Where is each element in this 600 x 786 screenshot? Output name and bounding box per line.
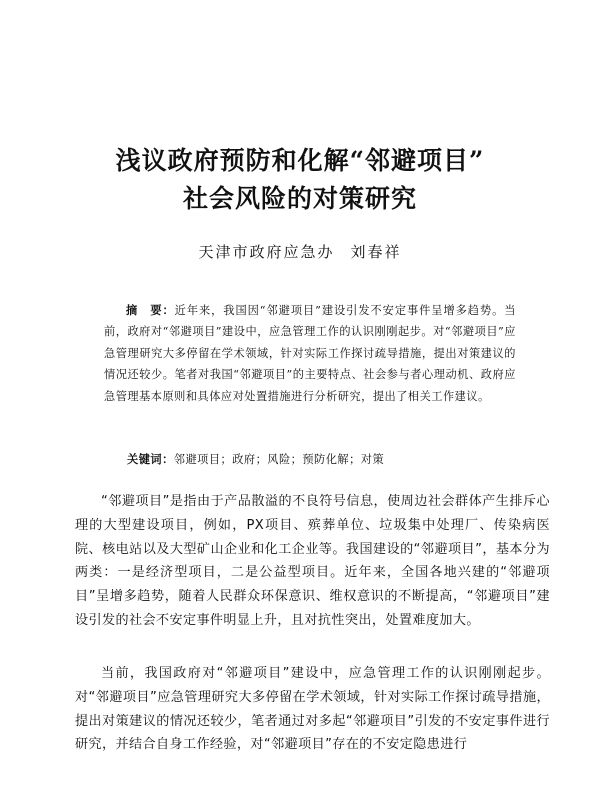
- body-paragraph-1: “邻避项目”是指由于产品散溢的不良符号信息，使周边社会群体产生排斥心理的大型建设项目，例如，PX项目、殡葬单位、垃圾集中处理厂、传染病医院、核电站以及大型矿山企业和化工企业等。我国建设的“邻避项目”，基本分为两类：一是经济型项目，二是公益型项目。近年来，全国各地兴建的“邻避项目”呈增多趋势，随着人民群众环保意识、维权意识的不断提高，“邻避项目”建设引发的社会不安定事件明显上升，且对抗性突出，处置难度加大。: [75, 494, 550, 628]
- keywords: [127, 450, 517, 470]
- abstract: [104, 300, 516, 407]
- keywords-text: 邻避项目；政府；风险；预防化解；对策: [173, 453, 385, 466]
- keywords-label: 关键词：: [127, 453, 174, 466]
- author-line: [0, 242, 600, 262]
- body-paragraph-2: 当前，我国政府对“邻避项目”建设中，应急管理工作的认识刚刚起步。对“邻避项目”应急管理研究大多停留在学术领域，针对实际工作探讨疏导措施，提出对策建议的情况还较少，笔者通过对多起“邻避项目”引发的不安定事件进行研究，并结合自身工作经验，对“邻避项目”存在的不安定隐患进行: [75, 666, 550, 753]
- author-name: 刘春祥: [350, 243, 402, 261]
- abstract-label: 摘 要：: [126, 304, 175, 317]
- abstract-text: 近年来，我国因“邻避项目”建设引发不安定事件呈增多趋势。当前，政府对“邻避项目”建设中，应急管理工作的认识刚刚起步。对“邻避项目”应急管理研究大多停留在学术领域，针对实际工作探讨疏导措施，提出对策建议的情况还较少。笔者对我国“邻避项目”的主要特点、社会参与者心理动机、政府应急管理基本原则和具体应对处置措施进行分析研究，提出了相关工作建议。: [104, 304, 516, 403]
- author-affiliation: 天津市政府应急办: [198, 243, 335, 261]
- paper-title-line-1: 浅议政府预防和化解“邻避项目”: [115, 146, 485, 175]
- paper-title-line-2: 社会风险的对策研究: [182, 184, 417, 213]
